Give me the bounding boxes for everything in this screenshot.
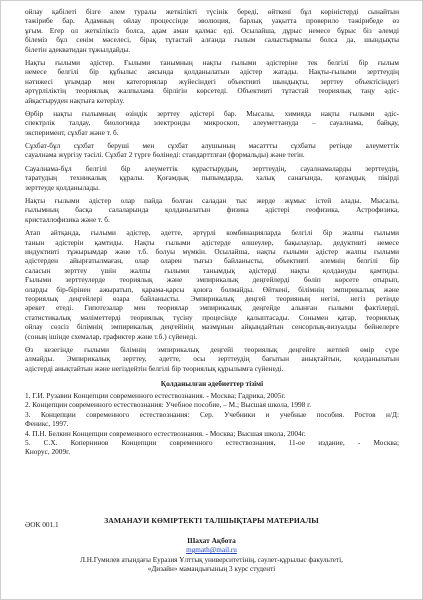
body-text-line: теориялық деңгейлері өзара байланысты. Эмпирикалық деңгей теорияның негізі, негіз ретінде bbox=[25, 293, 399, 303]
body-text-line: саласын зерттеу үшін жалпы ғылыми танымдық әдістерді нақты қолдануды қамтиды. bbox=[25, 265, 399, 275]
body-text-line: әртүрліліктің теориялық жалпылама бірлігін көрсетеді. Объективті тұтастай теориялық таңу әдіс- bbox=[25, 86, 399, 96]
body-text-line: танын әдістерін қамтиды. Нақты ғылыми әдістерде өлшеулер, бақылаулар, дедуктивті немесе bbox=[25, 237, 399, 247]
body-text-line: ұғым. Егер ол жеткіліксіз болса, адам аман қалмас еді. Осылайша, дұрыс немесе бұрыс біз әлемді bbox=[25, 25, 399, 35]
body-text-line: Өрбір нақты ғылымның өзіндік зерттеу әдістері бар. Мысалы, химияда нақты ғылыми әдіс- bbox=[25, 108, 399, 118]
author-email-link[interactable]: mgmath@mail.ru bbox=[186, 546, 237, 554]
body-text-line: әдістерден айырғатылмаған, олар оларен тығыз байланысты, объективті әлемнің белгілі бір bbox=[25, 256, 399, 266]
references-list bbox=[25, 391, 399, 457]
body-text-line: Атап айтқанда, ғылыми әдістер, әдетте, әртүрлі комбинацияларда белгілі бір жалпы ғылыми bbox=[25, 228, 399, 238]
author-name: Шахат Ақбота bbox=[187, 536, 236, 545]
body-text-line: спектрлік талдау, биологияда электронды микроскоп, алеуметтануда – сауалнама, байқау, bbox=[25, 118, 399, 128]
body-text-line: оларды бір-бірінен ажыратып, қарама-қарсы қоюға болмайды. Өйткені, білімнің эмпирикалық және bbox=[25, 284, 399, 294]
author-program: «Дизайн» мамандығының 3 курс студенті bbox=[147, 565, 276, 573]
body-text-line: әдістерді анықтайтын және негіздейтін белгілі бір теориялық құрылымға сүйенеді. bbox=[25, 363, 284, 373]
references-title: Қолданылған әдебиеттер тізімі bbox=[160, 379, 264, 389]
reference-line: 5. С.Х. Копернинов Концепции современного естествознания, 11-ое издание, - Москва; bbox=[25, 438, 399, 448]
body-paragraphs bbox=[25, 7, 399, 373]
body-text-line: зерттеуде қолданылады. bbox=[25, 182, 100, 192]
body-text-line: сауалнама жүргізу тәсілі. Сұхбат 2 түрге бөлінеді: стандарттлған (формальды) және тегін. bbox=[25, 150, 305, 160]
body-text-line: кристаллофизика және т. б. bbox=[25, 214, 110, 224]
body-text-line: Өз кезегінде ғылыми білімнің эмпирикалық деңгейі теориялық деңгейге жетпей өмір сүре bbox=[25, 344, 399, 354]
reference-line: Феникс, 1997. bbox=[25, 419, 69, 429]
reference-line: Кнорус, 2009г. bbox=[25, 447, 71, 457]
body-text-line: эксперимент, сұхбат және т. б. bbox=[25, 127, 119, 137]
body-text-line: алмайды. Эмпирикалық зерттеу, әдетте, осы зерттеудің бағытын анықтайтын, қолданылатын bbox=[25, 354, 399, 364]
body-text-line: Сауалнама-бұл белгілі бір алеуметтік құрастырудың, зерттеудің, сауалнамаларды зерттеудің, bbox=[25, 163, 399, 173]
body-text-line: Нақты ғылыми әдістер олар пайда болған саладан тыс жерде жұмыс істей алады. Мысалы, bbox=[25, 196, 399, 206]
author-affiliation: Л.Н.Гумилев атындағы Еуразия Ұлттық университетінің, сәулет-құрылыс факультеті, bbox=[80, 556, 343, 564]
main-text-block bbox=[25, 7, 399, 457]
body-text-line: Сұхбат-бұл сұхбат беруші мен сұхбат алушының масаттты сұхбаты ретінде алеуметтік bbox=[25, 141, 399, 151]
article-title: ЗАМАНАУИ КӨМІРТЕКТІ ТАЛШЫҚТАРЫ МАТЕРИАЛЫ bbox=[104, 516, 319, 525]
body-text-line: нәтижесі ұғымдар мен категориялар жүйесіндегі объективті шындықты, зерттеу объектісіндегі bbox=[25, 76, 399, 86]
body-text-line: білетін адекватидан тұжылдайды. bbox=[25, 44, 131, 54]
reference-line: 4. П.Н. Белкин Концепции современного естествознания. - Москва; Высшая школа, 2004г. bbox=[25, 428, 306, 438]
body-text-line: индуктивті тұжырымдар және т.б. болуы мүмкін. Осылайша, нақты ғылыми әдістер жалпы ғылыми bbox=[25, 246, 399, 256]
body-text-line: ғылымның басқа салаларында қолданылатын физика әдістері геофизика, Астрофизика, bbox=[25, 205, 399, 215]
body-text-line: немесе белгілі бір құбылыс аясында қолданылатын әдістер жатады. Нақты-ғылыми зерттеудің bbox=[25, 67, 399, 77]
reference-line: 3. Концепции современного естествознания: Сер. Учебники и учебные пособия. Ростов н/Д: bbox=[25, 409, 399, 419]
reference-line: 2. Концепции современного естествознания: Учебное пособие, – М.; Высшая школа, 1998 г. bbox=[25, 400, 312, 410]
body-text-line: әрекет етеді. Гипотезалар мен теориялар эмпирикалық деңгейде алынған ғылыми фактілерді, bbox=[25, 303, 399, 313]
udc-code: ӘОК 001.1 bbox=[25, 520, 59, 529]
body-text-line: таратудың техникалық құралы. Қоғамдық пыпымдарда, халық санағында, қоғамдық пікірді bbox=[25, 173, 399, 183]
body-text-line: Ғылыми зерттеулерде теориялық және эмпирикалық деңгейлерді бөліп көрсете отырып, bbox=[25, 275, 399, 285]
reference-line: 1. Г.И. Рузавин Концепции современного естествознания. - Москва; Гадрика, 2005г. bbox=[25, 391, 286, 401]
body-text-line: айқастыруден нақтыға көтерілу. bbox=[25, 95, 125, 105]
body-text-line: білеміз бұл сенім мәселесі, бірақ тұтастай алғанда ғылым салыстырмалы болса да, шындықты bbox=[25, 35, 399, 45]
body-text-line: (соның ішінде схемалар, графиктер және т.б.) сүйенеді. bbox=[25, 331, 198, 341]
body-text-line: статистикалық мәліметтерді теориялық түсіну процесінде қалыптасады. Сонымен қатар, теориялық bbox=[25, 312, 399, 322]
body-text-line: Нақты ғылыми әдістер. Ғылыми танымның нақты ғылыми әдістеріне тек белгілі бір ғылым bbox=[25, 57, 399, 67]
body-text-line: тәжірибе бар. Адамның ойлау процессінде эволюция, барлық уақытта проверило тәжірибеде өз bbox=[25, 16, 399, 26]
body-text-line: ойлау сөзсіз білімнің эмпирикалық деңгейінің мазмұнын айқындайтын сенсорлық-визуалды бейнелерге bbox=[25, 322, 399, 332]
body-text-line: ойлау қабілеті бізге әлем туралы жеткілікті түсінік береді, өйткені бұл көріністерді сынайтын bbox=[25, 7, 399, 16]
